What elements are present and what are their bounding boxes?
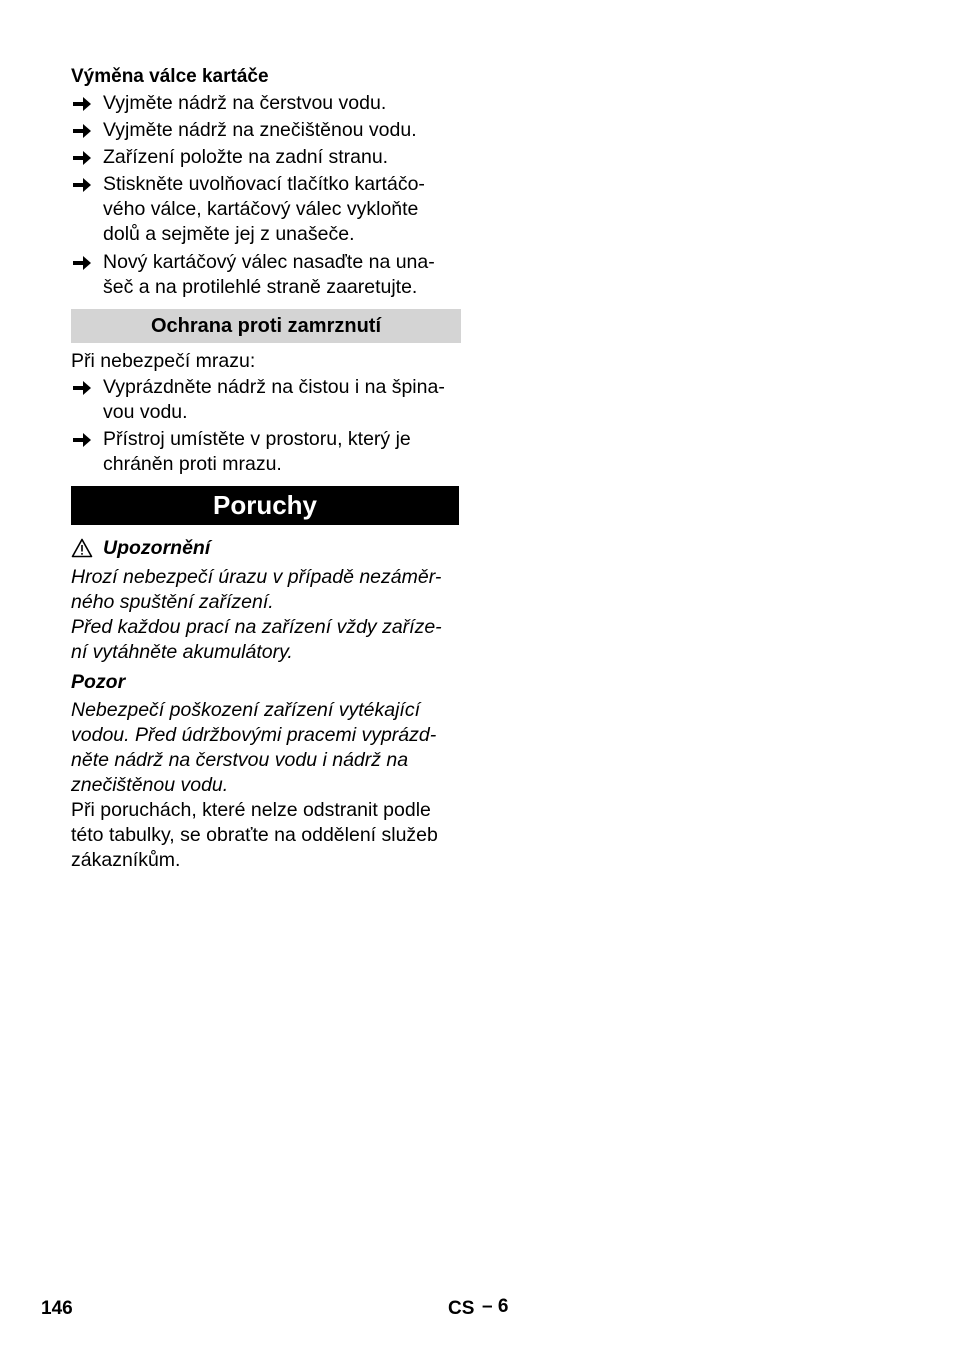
frost-intro: Při nebezpečí mrazu: [71,350,256,372]
section-heading-frost-protection: Ochrana proti zamrznutí [71,309,461,343]
page-number: 146 [41,1298,73,1319]
step-item [71,91,463,116]
arrow-right-icon [71,172,93,197]
step-text: Vyjměte nádrž na čerstvou vodu. [103,92,387,114]
language-code: CS [448,1298,475,1319]
warning-triangle-icon [71,538,93,558]
step-item [71,427,463,477]
step-item [71,375,463,425]
step-item [71,118,463,143]
chapter-heading-faults: Poruchy [71,486,459,525]
step-item [71,145,463,170]
step-item [71,250,463,300]
step-text: Vyprázdněte nádrž na čistou i na špina- vou vodu. [103,376,445,423]
step-text: Stiskněte uvolňovací tlačítko kartáčo- vého válce, kartáčový válec vykloňte dolů a sejměte jej z unašeče. [103,173,425,245]
step-text: Vyjměte nádrž na znečištěnou vodu. [103,119,417,141]
arrow-right-icon [71,118,93,143]
caution-text: Nebezpečí poškození zařízení vytékající vodou. Před údržbovými pracemi vyprázd- něte nádrž na čerstvou vodu i nádrž na znečištěnou vodu. [71,699,437,796]
arrow-right-icon [71,91,93,116]
step-text: Nový kartáčový válec nasaďte na una- šeč a na protilehlé straně zaaretujte. [103,251,435,298]
arrow-right-icon [71,375,93,400]
section-heading-brush-roller: Výměna válce kartáče [71,66,269,87]
warning-label: Upozornění [103,537,211,559]
step-item [71,172,463,247]
section-page-number: – 6 [482,1296,509,1317]
arrow-right-icon [71,250,93,275]
warning-text: Hrozí nebezpečí úrazu v případě nezáměr- ného spuštění zařízení. Před každou prací na zařízení vždy zaříze- ní vytáhněte akumulátory. [71,566,442,663]
step-text: Přístroj umístěte v prostoru, který je chráněn proti mrazu. [103,428,411,475]
arrow-right-icon [71,145,93,170]
step-text: Zařízení položte na zadní stranu. [103,146,389,168]
service-text: Při poruchách, které nelze odstranit podle této tabulky, se obraťte na oddělení služeb zákazníkům. [71,799,438,871]
caution-label: Pozor [71,671,126,693]
arrow-right-icon [71,427,93,452]
